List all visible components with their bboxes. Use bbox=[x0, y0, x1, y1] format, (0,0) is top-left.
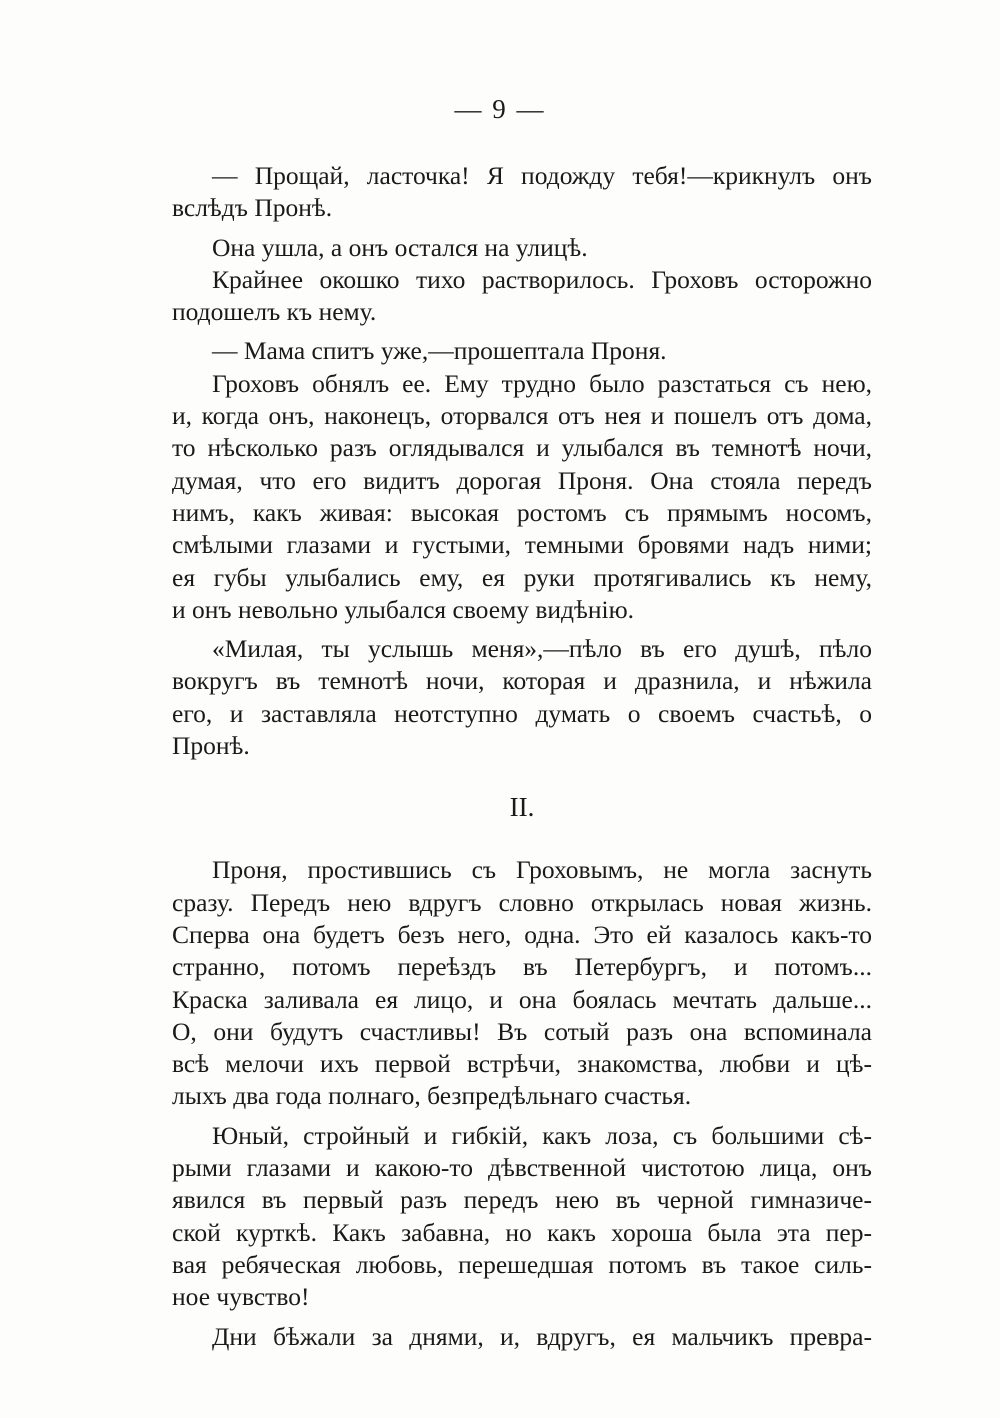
text-line: Пронѣ. bbox=[172, 731, 250, 761]
text-line: О, они будутъ счастливы! Въ сотый разъ она вспоминала bbox=[172, 1016, 872, 1046]
text-line: ея губы улыбались ему, ея руки протягивались къ нему, bbox=[172, 562, 872, 592]
text-line: смѣлыми глазами и густыми, темными бровями надъ ними; bbox=[172, 530, 872, 560]
text-line: думая, что его видитъ дорогая Проня. Она стояла передъ bbox=[172, 465, 872, 495]
text-line: вая ребяческая любовь, перешедшая потомъ въ такое силь- bbox=[172, 1249, 872, 1279]
text-line: ное чувство! bbox=[172, 1282, 310, 1312]
text-line: «Милая, ты услышь меня»,—пѣло въ его душѣ, пѣло bbox=[212, 634, 872, 664]
text-line: рыми глазами и какою-то дѣвственной чистотою лица, онъ bbox=[172, 1153, 872, 1183]
text-line: вокругъ въ темнотѣ ночи, которая и дразнила, и нѣжила bbox=[172, 666, 872, 696]
text-block-bottom bbox=[172, 854, 872, 1352]
page-number: — 9 — bbox=[454, 94, 546, 124]
text-line: ской курткѣ. Какъ забавна, но какъ хороша была эта пер- bbox=[172, 1217, 872, 1247]
text-line: — Прощай, ласточка! Я подожду тебя!—крикнулъ онъ bbox=[212, 161, 872, 190]
text-line: и онъ невольно улыбался своему видѣнію. bbox=[172, 594, 634, 624]
text-line: вслѣдъ Пронѣ. bbox=[172, 193, 333, 223]
page-body bbox=[172, 160, 872, 1353]
text-line: — Мама спитъ уже,—прошептала Проня. bbox=[212, 336, 667, 366]
text-line: сразу. Передъ нею вдругъ словно открылась новая жизнь. bbox=[172, 887, 872, 917]
text-line: явился въ первый разъ передъ нею въ черной гимназиче- bbox=[172, 1185, 872, 1215]
text-line: Краска заливала ея лицо, и она боялась мечтать дальше... bbox=[172, 984, 872, 1014]
text-line: Дни бѣжали за днями, и, вдругъ, ея мальчикъ превра- bbox=[212, 1321, 872, 1351]
text-line: Гроховъ обнялъ ее. Ему трудно было разстаться съ нею, bbox=[212, 368, 872, 398]
text-line: Она ушла, а онъ остался на улицѣ. bbox=[212, 232, 588, 262]
text-line: всѣ мелочи ихъ первой встрѣчи, знакомства, любви и цѣ- bbox=[172, 1049, 872, 1079]
text-line: и, когда онъ, наконецъ, оторвался отъ нея и пошелъ отъ дома, bbox=[172, 401, 872, 431]
text-line: то нѣсколько разъ оглядывался и улыбался въ темнотѣ ночи, bbox=[172, 433, 872, 463]
text-line: его, и заставляла неотступно думать о своемъ счастьѣ, о bbox=[172, 698, 872, 728]
text-line: Юный, стройный и гибкій, какъ лоза, съ большими сѣ- bbox=[212, 1120, 872, 1150]
text-block-top bbox=[172, 160, 872, 762]
text-line: Проня, простившись съ Гроховымъ, не могла заснуть bbox=[212, 855, 872, 885]
text-line: нимъ, какъ живая: высокая ростомъ съ прямымъ носомъ, bbox=[172, 497, 872, 527]
text-line: Сперва она будетъ безъ него, одна. Это ей казалось какъ-то bbox=[172, 919, 872, 949]
text-line: Крайнее окошко тихо растворилось. Гроховъ осторожно bbox=[212, 264, 872, 294]
text-line: лыхъ два года полнаго, безпредѣльнаго счастья. bbox=[172, 1081, 692, 1111]
text-line: странно, потомъ переѣздъ въ Петербургъ, и потомъ... bbox=[172, 952, 872, 982]
text-line: подошелъ къ нему. bbox=[172, 297, 377, 327]
section-heading: II. bbox=[509, 792, 535, 823]
